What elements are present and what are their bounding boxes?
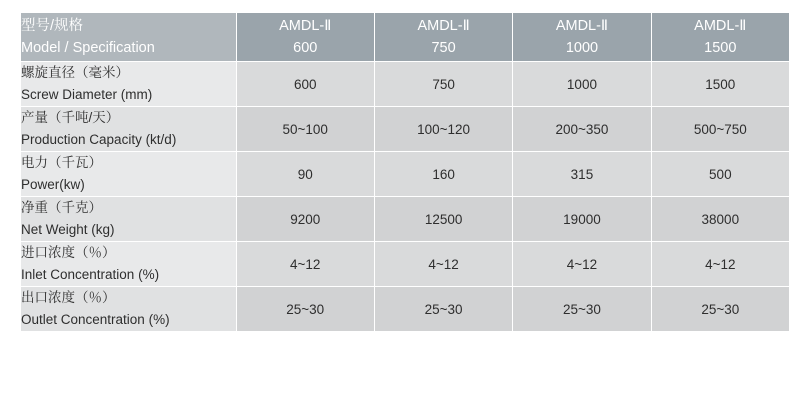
cell-net-weight-1500: 38000	[651, 197, 789, 242]
cell-production-capacity-600: 50~100	[236, 107, 374, 152]
header-column-1000-name: AMDL-Ⅱ	[555, 17, 609, 34]
header-model-specification	[21, 13, 237, 62]
row-label-power-zh: 电力（千瓦）	[21, 155, 102, 171]
row-label-outlet-concentration	[21, 287, 237, 332]
cell-net-weight-750: 12500	[374, 197, 512, 242]
cell-screw-diameter-750: 750	[374, 62, 512, 107]
header-column-600-size: 600	[293, 40, 318, 56]
row-label-net-weight-zh: 净重（千克）	[21, 200, 102, 216]
table-row	[21, 287, 790, 332]
cell-screw-diameter-1500: 1500	[651, 62, 789, 107]
cell-power-750: 160	[374, 152, 512, 197]
header-column-600	[236, 13, 374, 62]
header-column-750	[374, 13, 512, 62]
row-label-power-en: Power(kw)	[21, 177, 85, 192]
header-column-1000	[513, 13, 651, 62]
cell-power-600: 90	[236, 152, 374, 197]
cell-inlet-concentration-750: 4~12	[374, 242, 512, 287]
header-column-600-name: AMDL-Ⅱ	[279, 17, 332, 34]
cell-power-1000: 315	[513, 152, 651, 197]
row-label-outlet-concentration-zh: 出口浓度（％）	[21, 290, 116, 306]
header-column-750-size: 750	[431, 40, 456, 56]
row-label-production-capacity-zh: 产量（千吨/天）	[21, 110, 120, 126]
header-column-1500-name: AMDL-Ⅱ	[694, 17, 747, 34]
row-label-power	[21, 152, 237, 197]
row-label-outlet-concentration-en: Outlet Concentration (%)	[21, 312, 170, 327]
row-label-inlet-concentration	[21, 242, 237, 287]
row-label-screw-diameter	[21, 62, 237, 107]
row-label-inlet-concentration-en: Inlet Concentration (%)	[21, 267, 160, 282]
table-row	[21, 62, 790, 107]
row-label-inlet-concentration-zh: 进口浓度（％）	[21, 245, 116, 261]
row-label-production-capacity-en: Production Capacity (kt/d)	[21, 132, 177, 147]
cell-outlet-concentration-750: 25~30	[374, 287, 512, 332]
cell-screw-diameter-1000: 1000	[513, 62, 651, 107]
row-label-net-weight	[21, 197, 237, 242]
cell-outlet-concentration-1500: 25~30	[651, 287, 789, 332]
row-label-screw-diameter-zh: 螺旋直径（毫米）	[21, 65, 129, 81]
cell-production-capacity-750: 100~120	[374, 107, 512, 152]
cell-inlet-concentration-600: 4~12	[236, 242, 374, 287]
header-column-1500-size: 1500	[704, 40, 737, 56]
table-row	[21, 242, 790, 287]
header-column-1500	[651, 13, 789, 62]
cell-inlet-concentration-1500: 4~12	[651, 242, 789, 287]
cell-production-capacity-1500: 500~750	[651, 107, 789, 152]
row-label-net-weight-en: Net Weight (kg)	[21, 222, 115, 237]
cell-outlet-concentration-1000: 25~30	[513, 287, 651, 332]
header-column-750-name: AMDL-Ⅱ	[417, 17, 470, 34]
table-row	[21, 152, 790, 197]
header-column-1000-size: 1000	[565, 40, 599, 56]
specification-table	[20, 12, 790, 332]
header-model-specification-zh: 型号/规格	[21, 17, 84, 34]
cell-net-weight-1000: 19000	[513, 197, 651, 242]
table-row	[21, 197, 790, 242]
table-header-row	[21, 13, 790, 62]
cell-net-weight-600: 9200	[236, 197, 374, 242]
cell-outlet-concentration-600: 25~30	[236, 287, 374, 332]
cell-inlet-concentration-1000: 4~12	[513, 242, 651, 287]
cell-power-1500: 500	[651, 152, 789, 197]
table-row	[21, 107, 790, 152]
cell-screw-diameter-600: 600	[236, 62, 374, 107]
row-label-production-capacity	[21, 107, 237, 152]
cell-production-capacity-1000: 200~350	[513, 107, 651, 152]
row-label-screw-diameter-en: Screw Diameter (mm)	[21, 87, 153, 102]
header-model-specification-en: Model / Specification	[21, 40, 155, 56]
